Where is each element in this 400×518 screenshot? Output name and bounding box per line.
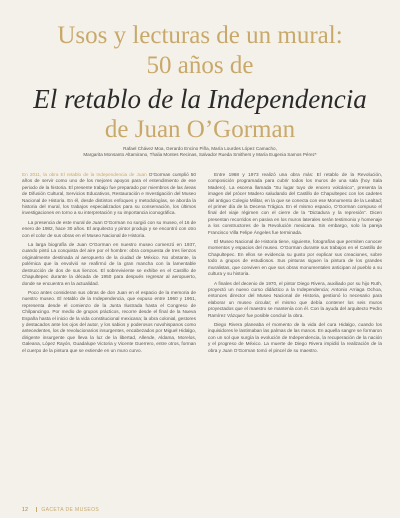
authors-line: Rafael Chávez Moa, Gerardo Encino Piña, María Lourdes López Camacho, — [123, 146, 277, 151]
left-column — [22, 172, 196, 498]
paragraph: Entre 1968 y 1973 realizó una obra más: El retablo de la Revolución, composición programada para cubrir todos los muros de una sala (hoy Sala Madero). La escena llamada “Su lugar tuyo de encero volcánico”, presenta la imagen del prócer Madero saludando del Castillo de Chapultepec con los cadetes del antiguo Colegio Militar, en la que se conecta con ese Monumento de la Lealtad; el primer día de la Decena Trágica. En el mismo espacio, O’Gorman compuso el final del viaje régimen con el cierre de la “Dictadura y la represión”. Dicen presentan recorridos en pasiva en los muros laterales serán testimonio y homenaje a los constructores de la Revolución mexicana. Sin embargo, solo la pareja Francisco Villa Felipe Ángeles fue terminada. — [208, 172, 382, 235]
title-line-1: Usos y lecturas de un mural: — [57, 22, 343, 49]
right-column — [208, 172, 382, 498]
magazine-name: GACETA DE — [41, 507, 74, 513]
page-number: 12 — [22, 507, 29, 513]
paragraph: La larga biografía de Juan O’Gorman en nuestro museo comenzó en 1937, cuando pintó La conquista del aire por el hombre: obra compuesta de tres lienzos originalmente destinada al aeropuerto de la ciudad de México. No obstante, la polémica que la envolvió se reafirmó de la gran mancha con la lamentable destrucción de dos de sus lienzos. El sobreviviente se exhibe en el Castillo de Chapultepec durante la década de 1950 para después regresar al aeropuerto, donde se encuentra en la actualidad. — [22, 242, 196, 286]
paragraph — [22, 172, 196, 217]
authors-block — [30, 146, 370, 158]
paragraph: Diego Rivera planeaba el momento de la vida del cura Hidalgo, cuando los inquisidores le lastimaban las palmas de las manos. En aquella sangre se formaron con un sol que surgía la evolución de Independencia, la recuperación de la nación y el progreso de México. La muerte de Diego Rivera impidió la realización de la obra y Juan O’Gorman tomó el pincel de su maestro. — [208, 321, 382, 353]
lead-text: En 2011, la obra El retablo de la Independencia de Juan — [22, 172, 147, 177]
paragraph: A finales del decenio de 1970, el pintor Diego Rivera, auxiliado por su hijo Ruth, proyectó un nuevo curso didáctico a la Independencia; Antonio Arriaga Ochoa, entonces director del Museo Nacional de Historia, gestionó lo necesario para elaborar un museo circular; el mismo que debía contener los seis muros proyectados que el maestro se mantenía con él. Con la ayuda del arquitecto Pedro Ramírez Vázquez fue posible concluir la obra. — [208, 280, 382, 318]
paragraph: El Museo Nacional de Historia tiene, siguiente, fotografías que permiten conocer momentos y espacios del museo. O’Gorman durante sus trabajos en el Castillo de Chapultepec. En ellos se evidencia su gusto por explicar sus creaciones, sobre todo a grupos de estudiosos. Sus pinturas siguen la pintura de los grandes muralistas, que conviven en que sus obras monumentales anticipan al pueblo a su cultura y su historia. — [208, 239, 382, 277]
paragraph: La presencia de este mural de Juan O’Gorman no surgió con su museo, el 16 de enero de 1982, hace 30 años. El arquitecto y pintor produjo y se encontró con otro con el color de sus obras en el Museo Nacional de Historia. — [22, 219, 196, 238]
authors-line: Margarita Monsanto Altamirano, Thalia Montes Recinas, Salvador Rueda Smithers y María Eugenia Samos Pérez* — [83, 152, 317, 158]
paragraph-text: O’Gorman cumplió 50 años de servir como uno de los mejores apoyos para el entendimiento de ese periodo de la historia. El presente trabajo fue preparado por miembros de las áreas de Difusión Cultural, Servicios Educativos, Restauración e Investigación del Museo Nacional de Historia. En él, desde distintos enfoques y metodologías, se aborda la historia del mural, los trabajos especializados para su conservación, los últimos investigaciones en torno a su interpretación y su importancia iconográfica. — [22, 172, 196, 216]
page-footer — [22, 506, 382, 514]
footer-divider — [36, 507, 37, 512]
section-name: MUSEOS — [75, 507, 100, 513]
paragraph: Poco antes consideran sus obras de don Juan en el espacio de la memoria de nuestro museo. El retablo de la Independencia, que expuso entre 1960 y 1961, representa desde el comienzo de la Junta Ilustrada hasta el Congreso de Chilpancingo. Por medio de grupos prácticos, recorre desde el final de la Nueva España hasta el inicio de la vida constitucional mexicana; la obra colonial, gestores y destacados ante los ojos del autor, y los sabios y poderosos novohispanos como antecedentes, los de revolucionarios insurgentes, encabezados por Miguel Hidalgo, dirigente insurgente que lleva la luz de la libertad, Allende, Aldama, Morelos, Galeana, López Rayón, Guadalupe Victoria y Vicente Guerrero, entre otros, forman el cuerpo de la pintura que se extiende en un muro curvo. — [22, 289, 196, 353]
title-line-4: de Juan O’Gorman — [104, 116, 296, 143]
title-line-2: 50 años de — [146, 52, 254, 79]
title-line-3: El retablo de la Independencia — [33, 84, 367, 114]
